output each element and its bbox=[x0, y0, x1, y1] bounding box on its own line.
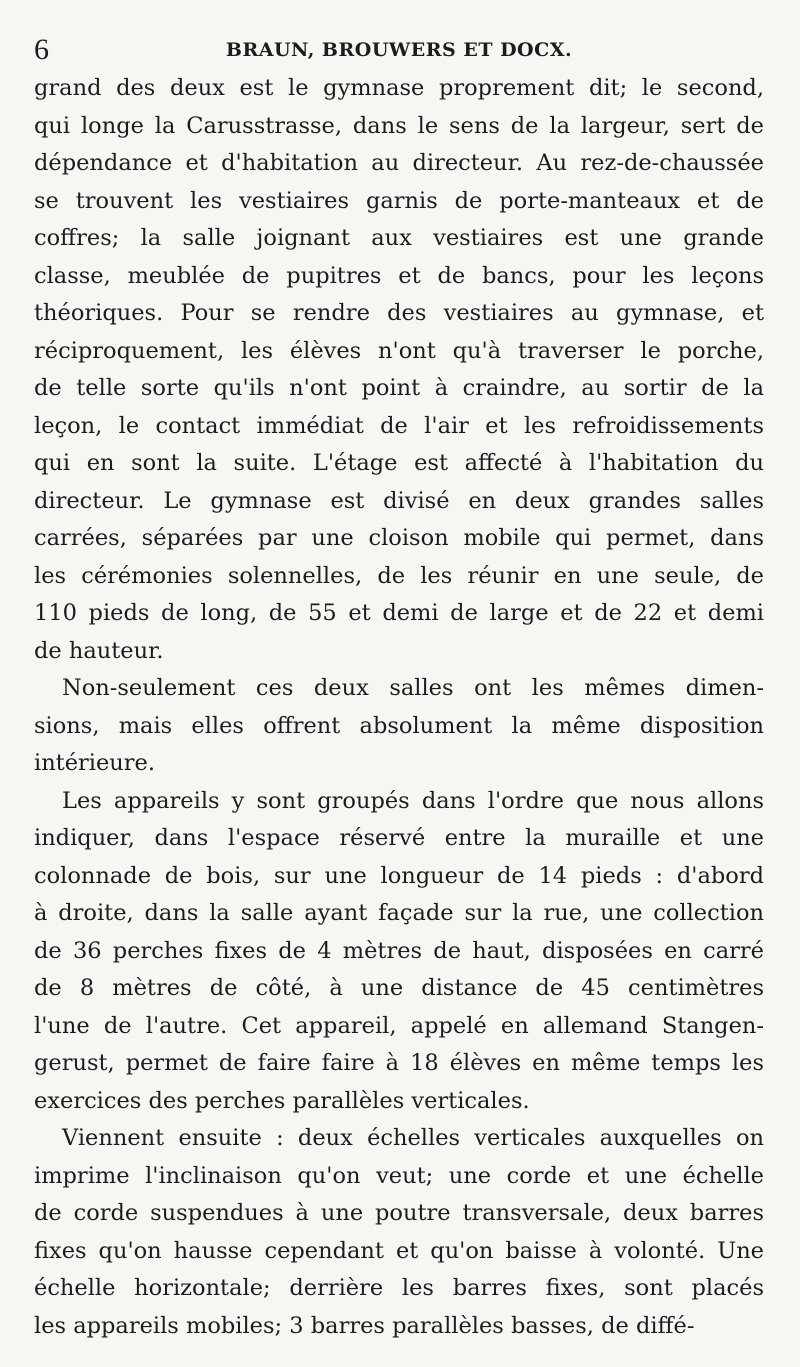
text-line: grand des deux est le gymnase proprement dit; le second, bbox=[34, 75, 764, 101]
paragraph bbox=[34, 783, 764, 1121]
page-number: 6 bbox=[34, 33, 49, 66]
text-line: réciproquement, les élèves n'ont qu'à traverser le porche, bbox=[34, 337, 764, 364]
text-line: Non-seulement ces deux salles ont les mêmes dimen- bbox=[62, 675, 764, 701]
text-line: qui en sont la suite. L'étage est affecté à l'habitation du bbox=[34, 450, 764, 476]
text-line: directeur. Le gymnase est divisé en deux grandes salles bbox=[34, 487, 764, 514]
text-line: à droite, dans la salle ayant façade sur la rue, une collection bbox=[34, 900, 764, 926]
text-line: de telle sorte qu'ils n'ont point à craindre, au sortir de la bbox=[34, 375, 764, 401]
text-line: gerust, permet de faire faire à 18 élèves en même temps les bbox=[34, 1050, 764, 1076]
text-line: qui longe la Carusstrasse, dans le sens de la largeur, sert de bbox=[34, 112, 764, 139]
text-line: sions, mais elles offrent absolument la même disposition bbox=[34, 712, 764, 739]
text-line: de 8 mètres de côté, à une distance de 45 centimètres bbox=[34, 975, 764, 1001]
text-line: exercices des perches parallèles verticales. bbox=[34, 1087, 530, 1114]
text-line: colonnade de bois, sur une longueur de 14 pieds : d'abord bbox=[34, 862, 764, 889]
text-line: se trouvent les vestiaires garnis de porte-manteaux et de bbox=[34, 187, 764, 214]
running-title: BRAUN, BROUWERS ET DOCX. bbox=[225, 39, 573, 61]
text-line: de hauteur. bbox=[34, 637, 164, 664]
text-line: les appareils mobiles; 3 barres parallèles basses, de diffé- bbox=[34, 1312, 695, 1339]
paragraph bbox=[34, 70, 764, 670]
text-line: échelle horizontale; derrière les barres fixes, sont placés bbox=[34, 1275, 764, 1301]
text-line: théoriques. Pour se rendre des vestiaires au gymnase, et bbox=[34, 300, 764, 326]
text-line: leçon, le contact immédiat de l'air et les refroidissements bbox=[34, 412, 764, 439]
paragraph bbox=[34, 670, 764, 783]
text-line: intérieure. bbox=[34, 750, 156, 776]
text-line: de 36 perches fixes de 4 mètres de haut, disposées en carré bbox=[34, 937, 764, 964]
text-line: indiquer, dans l'espace réservé entre la muraille et une bbox=[34, 825, 764, 851]
text-line: 110 pieds de long, de 55 et demi de large et de 22 et demi bbox=[34, 600, 764, 626]
text-line: les cérémonies solennelles, de les réunir en une seule, de bbox=[34, 562, 764, 589]
text-line: de corde suspendues à une poutre transversale, deux barres bbox=[34, 1200, 764, 1226]
text-line: Viennent ensuite : deux échelles verticales auxquelles on bbox=[62, 1125, 764, 1151]
text-line: dépendance et d'habitation au directeur. Au rez-de-chaussée bbox=[34, 150, 764, 176]
text-line: fixes qu'on hausse cependant et qu'on baisse à volonté. Une bbox=[34, 1237, 764, 1264]
text-body bbox=[34, 70, 764, 1345]
text-line: coffres; la salle joignant aux vestiaires est une grande bbox=[34, 225, 764, 251]
text-line: carrées, séparées par une cloison mobile qui permet, dans bbox=[34, 525, 764, 551]
text-line: classe, meublée de pupitres et de bancs, pour les leçons bbox=[34, 262, 764, 289]
text-line: imprime l'inclinaison qu'on veut; une corde et une échelle bbox=[34, 1162, 764, 1189]
text-line: Les appareils y sont groupés dans l'ordre que nous allons bbox=[62, 787, 764, 814]
paragraph bbox=[34, 1120, 764, 1345]
text-line: l'une de l'autre. Cet appareil, appelé en allemand Stangen- bbox=[34, 1012, 764, 1039]
page-header bbox=[34, 32, 764, 68]
